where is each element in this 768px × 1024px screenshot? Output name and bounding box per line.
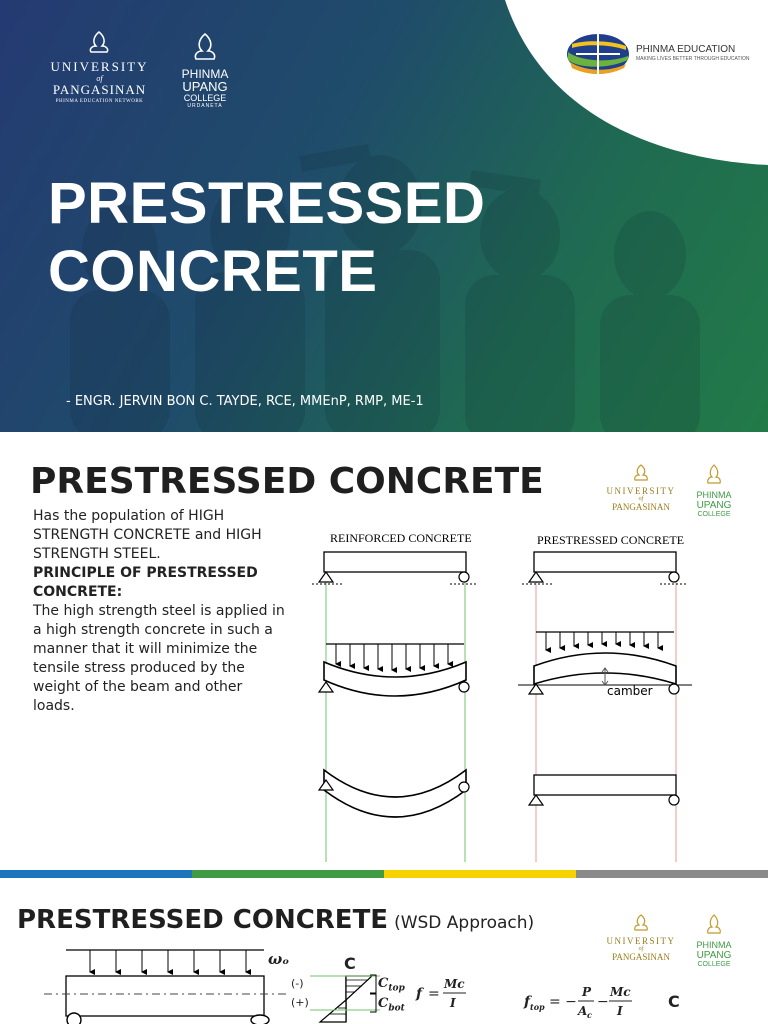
logo-upang-line1: PHINMA [181, 67, 229, 81]
logo-upang-line3: COLLEGE [183, 93, 227, 103]
crest-icon [688, 914, 740, 936]
roller-support-icon [251, 1015, 269, 1024]
logo-upang-line1: PHINMA [696, 490, 732, 500]
roller-support-icon [669, 572, 679, 582]
white-corner-shape [505, 0, 768, 165]
presenter-name: - ENGR. JERVIN BON C. TAYDE, RCE, MMEnP, RMP, ME-1 [66, 394, 424, 409]
university-of-pangasinan-logo [42, 30, 157, 107]
stripe-green [192, 870, 384, 878]
university-of-pangasinan-logo [600, 464, 682, 512]
omega-label: ωₒ [268, 950, 290, 968]
compression-result-label: C [668, 992, 680, 1011]
principle-body: The high strength steel is applied in a high strength concrete in such a manner that it will minimize the tensile stress produced by the weight of the beam and other loads. [33, 603, 285, 714]
crest-icon [170, 32, 240, 64]
logo-up-line2: of [638, 496, 644, 502]
camber-label: camber [607, 684, 653, 698]
principle-heading: PRINCIPLE OF PRESTRESSED CONCRETE: [33, 565, 258, 600]
globe-icon [566, 30, 630, 78]
svg-text:=: = [428, 986, 440, 1002]
c-bot-label [378, 996, 405, 1014]
slide2-body [33, 507, 285, 716]
top-fiber-stress-formula [522, 982, 640, 1024]
slide3-heading [17, 904, 534, 939]
svg-text:P: P [582, 985, 592, 999]
pin-support-icon [67, 1013, 81, 1024]
roller-support-icon [459, 782, 469, 792]
roller-support-icon [459, 572, 469, 582]
reinforced-concrete-label: REINFORCED CONCRETE [330, 531, 472, 545]
beam-comparison-diagram [300, 522, 720, 867]
roller-support-icon [459, 682, 469, 692]
pin-support-icon [529, 572, 543, 582]
university-of-pangasinan-logo [600, 914, 682, 962]
wsd-approach-label: (WSD Approach) [394, 913, 535, 933]
svg-text:−: − [597, 994, 609, 1010]
phinma-upang-college-logo [170, 32, 240, 110]
phinma-upang-college-logo [688, 914, 740, 969]
flexure-formula [414, 974, 470, 1014]
slide-title-line2: CONCRETE [48, 239, 378, 304]
phinma-education-logo [566, 30, 756, 78]
stripe-blue [0, 870, 192, 878]
intro-text: Has the population of HIGH STRENGTH CONCRETE and HIGH STRENGTH STEEL. [33, 508, 262, 562]
loaded-beam-diagram [40, 948, 300, 1024]
crest-icon [688, 464, 740, 486]
crest-icon [600, 464, 682, 482]
phinma-education-name: PHINMA EDUCATION [636, 44, 736, 55]
logo-up-line3: PANGASINAN [612, 952, 670, 962]
logo-upang-line2: UPANG [182, 79, 228, 94]
wsd-approach-slide [0, 878, 768, 1024]
logo-up-line1: UNIVERSITY [606, 936, 676, 946]
logo-upang-line2: UPANG [696, 950, 732, 961]
logo-up-line4: PHINMA EDUCATION NETWORK [55, 99, 144, 104]
slide3-heading-text: PRESTRESSED CONCRETE [17, 905, 389, 935]
logo-upang-line4: URDANETA [187, 103, 223, 109]
logo-upang-line1: PHINMA [696, 940, 732, 950]
roller-support-icon [669, 795, 679, 805]
slide-title [48, 170, 485, 306]
svg-text:I: I [617, 1004, 623, 1018]
crest-icon [42, 30, 157, 56]
pin-support-icon [529, 795, 543, 805]
svg-text:Mc: Mc [444, 977, 465, 991]
logo-upang-line2: UPANG [696, 500, 732, 511]
logo-up-line2: of [96, 74, 103, 83]
pin-support-icon [319, 572, 333, 582]
prestressed-concrete-label: PRESTRESSED CONCRETE [537, 533, 685, 547]
stripe-yellow [384, 870, 576, 878]
principle-slide [0, 432, 768, 870]
slide-title-line1: PRESTRESSED [48, 171, 486, 236]
c-bot-letter: C [378, 996, 389, 1011]
title-slide [0, 0, 768, 432]
positive-stress-label: (+) [291, 996, 309, 1009]
stripe-gray [576, 870, 768, 878]
c-top-label [378, 976, 405, 994]
svg-text:A: A [578, 1004, 588, 1018]
svg-text:I: I [450, 996, 456, 1010]
roller-support-icon [669, 684, 679, 694]
logo-up-line1: UNIVERSITY [606, 486, 676, 496]
crest-icon [600, 914, 682, 932]
logo-up-line3: PANGASINAN [52, 82, 147, 97]
c-top-letter: C [378, 976, 389, 991]
phinma-education-tagline: MAKING LIVES BETTER THROUGH EDUCATION [636, 56, 750, 62]
c-top-subscript: top [388, 983, 405, 994]
logo-up-line1: UNIVERSITY [50, 59, 149, 74]
svg-text:Mc: Mc [610, 985, 631, 999]
phinma-upang-college-logo [688, 464, 740, 519]
svg-text:c: c [587, 1010, 592, 1020]
logo-upang-line3: COLLEGE [697, 961, 731, 968]
slide2-heading: PRESTRESSED CONCRETE [30, 461, 544, 502]
logo-up-line3: PANGASINAN [612, 502, 670, 512]
logo-upang-line3: COLLEGE [697, 511, 731, 518]
compression-c-label: C [344, 954, 356, 973]
svg-text:top: top [530, 1002, 545, 1012]
c-bot-subscript: bot [388, 1003, 405, 1014]
negative-stress-label: (-) [291, 977, 304, 990]
svg-text:f: f [416, 986, 423, 1002]
svg-text:f: f [524, 994, 531, 1010]
logo-up-line2: of [638, 946, 644, 952]
svg-text:= −: = − [549, 994, 577, 1010]
